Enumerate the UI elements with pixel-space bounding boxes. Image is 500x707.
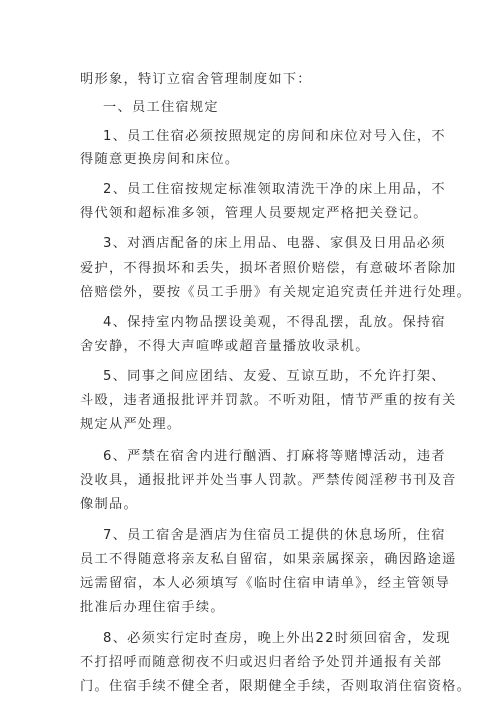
rule-7-line-1: 7、员工宿舍是酒店为住宿员工提供的休息场所，住宿 — [103, 528, 446, 543]
rule-5-line-1: 5、同事之间应团结、友爱、互谅互助，不允许打架、 — [103, 369, 446, 384]
rule-6-line-3: 像制品。 — [80, 497, 138, 512]
rule-8-line-1: 8、必须实行定时查房，晚上外出22时须回宿舍，发现 — [103, 631, 451, 646]
rule-7-line-3: 远需留宿，本人必须填写《临时住宿申请单》，经主管领导 — [80, 576, 451, 591]
rule-4-line-1: 4、保持室内物品摆设美观，不得乱摆，乱放。保持宿 — [103, 315, 446, 330]
rule-1-line-1: 1、员工住宿必须按照规定的房间和床位对号入住，不 — [103, 129, 446, 144]
rule-7-line-4: 批准后办理住宿手续。 — [80, 600, 225, 615]
rule-2-line-2: 得代领和超标准多领，管理人员要规定严格把关登记。 — [80, 206, 428, 221]
section-heading: 一、员工住宿规定 — [103, 100, 219, 115]
rule-5-line-3: 规定从严处理。 — [80, 417, 182, 432]
rule-2-line-1: 2、员工住宿按规定标准领取清洗干净的床上用品，不 — [103, 182, 446, 197]
intro-line: 明形象，特订立宿舍管理制度如下： — [80, 72, 312, 87]
rule-8-line-3: 门。住宿手续不健全者，限期健全手续，否则取消住宿资格。 — [80, 679, 472, 694]
rule-6-line-1: 6、严禁在宿舍内进行酗酒、打麻将等赌博活动，违者 — [103, 449, 446, 464]
rule-3-line-2: 爱护，不得损坏和丢失，损坏者照价赔偿，有意破坏者除加 — [80, 261, 457, 276]
rule-3-line-1: 3、对酒店配备的床上用品、电器、家俱及日用品必须 — [103, 236, 446, 251]
rule-1-line-2: 得随意更换房间和床位。 — [80, 152, 240, 167]
rule-7-line-2: 员工不得随意将亲友私自留宿，如果亲属探亲，确因路途遥 — [80, 552, 457, 567]
rule-5-line-2: 斗殴，违者通报批评并罚款。不听劝阻，情节严重的按有关 — [80, 393, 457, 408]
rule-8-line-2: 不打招呼而随意彻夜不归或迟归者给予处罚并通报有关部 — [80, 655, 443, 670]
rule-3-line-3: 倍赔偿外，要按《员工手册》有关规定追究责任并进行处理。 — [80, 285, 472, 300]
rule-6-line-2: 没收具，通报批评并处当事人罚款。严禁传阅淫秽书刊及音 — [80, 473, 457, 488]
rule-4-line-2: 舍安静，不得大声喧哗或超音量播放收录机。 — [80, 339, 370, 354]
